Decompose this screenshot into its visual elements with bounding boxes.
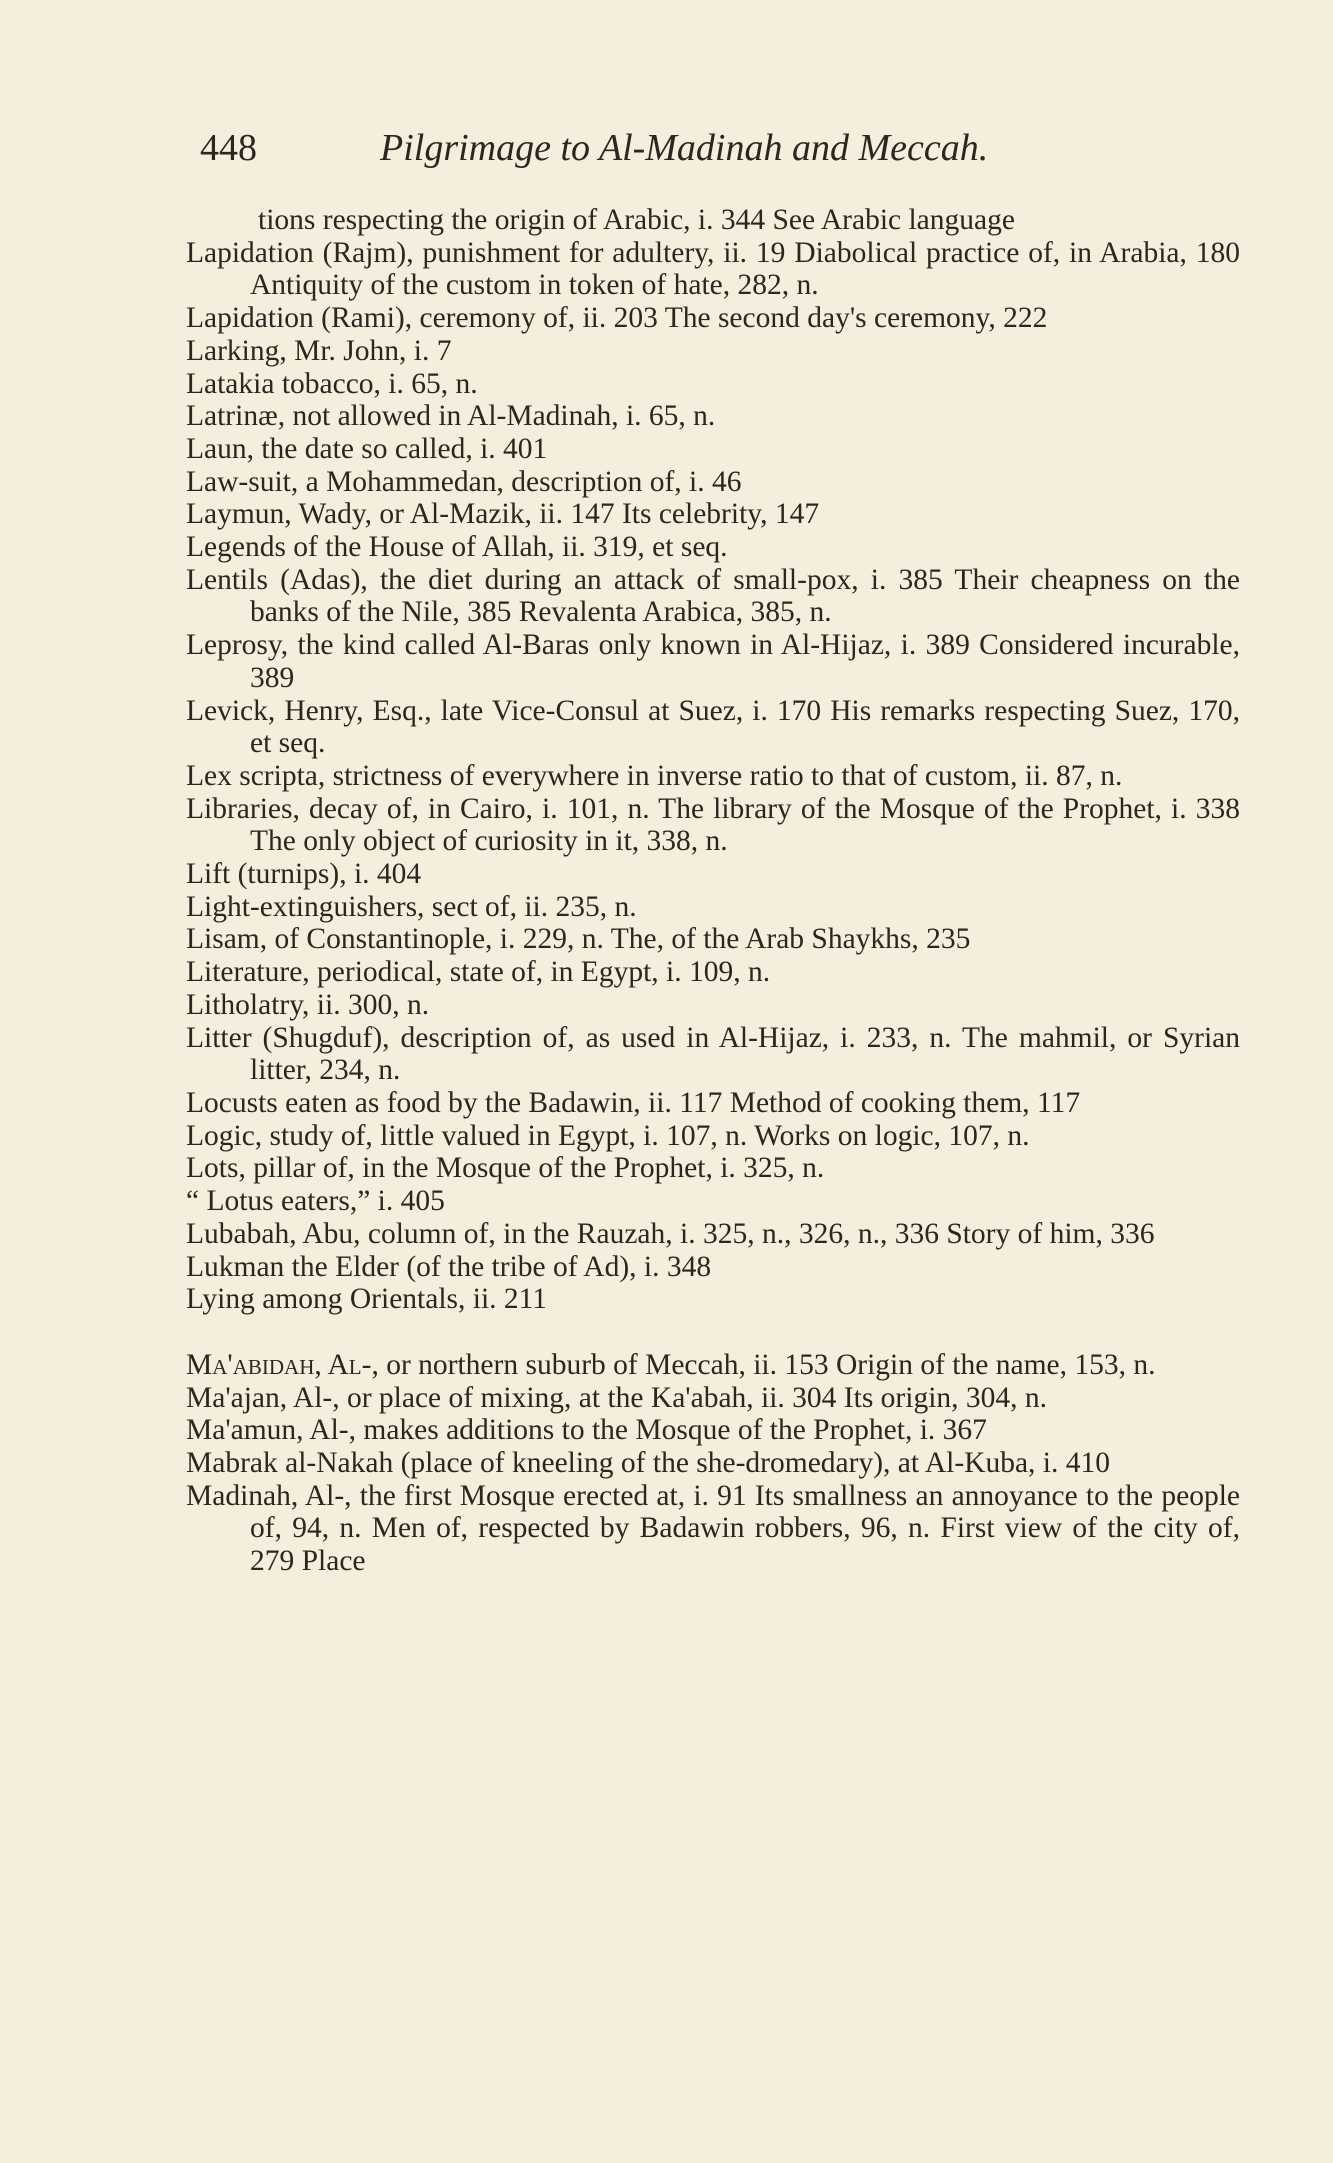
index-entry-lotus-eaters: “ Lotus eaters,” i. 405: [186, 1185, 445, 1218]
page-header: [200, 124, 1080, 172]
index-entry-locusts: Locusts eaten as food by the Badawin, ii. 117 Method of cooking them, 117: [186, 1086, 1081, 1119]
page-number: 448: [200, 127, 257, 169]
index-entry-maamun: Ma'amun, Al-, makes additions to the Mosque of the Prophet, i. 367: [186, 1414, 987, 1447]
index-entry-lapidation-rami: Lapidation (Rami), ceremony of, ii. 203 The second day's ceremony, 222: [186, 302, 1048, 335]
index-entry-lubabah: Lubabah, Abu, column of, in the Rauzah, i. 325, n., 326, n., 336 Story of him, 336: [186, 1217, 1155, 1250]
index-entry-lex-scripta: Lex scripta, strictness of everywhere in inverse ratio to that of custom, ii. 87, n.: [186, 759, 1123, 792]
index-entry-larking: Larking, Mr. John, i. 7: [186, 334, 452, 367]
index-entry-maajan: Ma'ajan, Al-, or place of mixing, at the Ka'abah, ii. 304 Its origin, 304, n.: [186, 1381, 1048, 1414]
index-entry-literature: Literature, periodical, state of, in Egypt, i. 109, n.: [186, 956, 771, 989]
index-entry-lukman: Lukman the Elder (of the tribe of Ad), i. 348: [186, 1250, 712, 1283]
index-entry-lots: Lots, pillar of, in the Mosque of the Prophet, i. 325, n.: [186, 1152, 825, 1185]
index-entry-lisam: Lisam, of Constantinople, i. 229, n. The, of the Arab Shaykhs, 235: [186, 923, 971, 956]
index-entry-madinah: Madinah, Al-, the first Mosque erected at, i. 91 Its smallness an annoyance to the people of, 94, n. Men of, respected by Badawin robbers, 96, n. First view of the city of, 279 Place: [186, 1479, 1240, 1578]
section-gap: [186, 1316, 1240, 1349]
index-entry-legends: Legends of the House of Allah, ii. 319, et seq.: [186, 531, 728, 564]
index-entry-logic: Logic, study of, little valued in Egypt, i. 107, n. Works on logic, 107, n.: [186, 1119, 1030, 1152]
index-entry-laymun: Laymun, Wady, or Al-Mazik, ii. 147 Its celebrity, 147: [186, 498, 820, 531]
index-entry-law-suit: Law-suit, a Mohammedan, description of, i. 46: [186, 465, 742, 498]
index-entry-latakia: Latakia tobacco, i. 65, n.: [186, 367, 478, 400]
index-entry-light-extinguishers: Light-extinguishers, sect of, ii. 235, n.: [186, 890, 637, 923]
index-entry-leprosy: Leprosy, the kind called Al-Baras only known in Al-Hijaz, i. 389 Considered incurable, 389: [186, 629, 1240, 694]
index-entry-lapidation-rajm: Lapidation (Rajm), punishment for adultery, ii. 19 Diabolical practice of, in Arabia, 180 Antiquity of the custom in token of hate, 282, n.: [186, 236, 1240, 302]
index-entry-levick: Levick, Henry, Esq., late Vice-Consul at Suez, i. 170 His remarks respecting Suez, 170, et seq.: [186, 694, 1240, 760]
entry-lead-word: Ma'abidah, Al-,: [186, 1348, 379, 1381]
index-entry-lift: Lift (turnips), i. 404: [186, 858, 422, 891]
index-entry-libraries: Libraries, decay of, in Cairo, i. 101, n. The library of the Mosque of the Prophet, i. 338 The only object of curiosity in it, 338, n.: [186, 792, 1240, 858]
index-entry-laun: Laun, the date so called, i. 401: [186, 432, 548, 465]
entry-text: or northern suburb of Meccah, ii. 153 Origin of the name, 153, n.: [378, 1348, 1156, 1381]
index-entries: [186, 204, 1240, 1578]
index-entry-mabrak: Mabrak al-Nakah (place of kneeling of the she-dromedary), at Al-Kuba, i. 410: [186, 1447, 1110, 1480]
index-continuation: tions respecting the origin of Arabic, i. 344 See Arabic language: [258, 204, 1015, 236]
index-entry-litter: Litter (Shugduf), description of, as used in Al-Hijaz, i. 233, n. The mahmil, or Syrian litter, 234, n.: [186, 1021, 1240, 1087]
index-entry-maabidah: [186, 1349, 1240, 1382]
index-entry-latrinae: Latrinæ, not allowed in Al-Madinah, i. 65, n.: [186, 400, 716, 433]
index-entry-lentils: Lentils (Adas), the diet during an attack of small-pox, i. 385 Their cheapness on the banks of the Nile, 385 Revalenta Arabica, 385, n.: [186, 563, 1240, 629]
index-entry-litholatry: Litholatry, ii. 300, n.: [186, 988, 430, 1021]
running-title: Pilgrimage to Al-Madinah and Meccah.: [380, 127, 989, 169]
index-entry-lying: Lying among Orientals, ii. 211: [186, 1283, 548, 1316]
